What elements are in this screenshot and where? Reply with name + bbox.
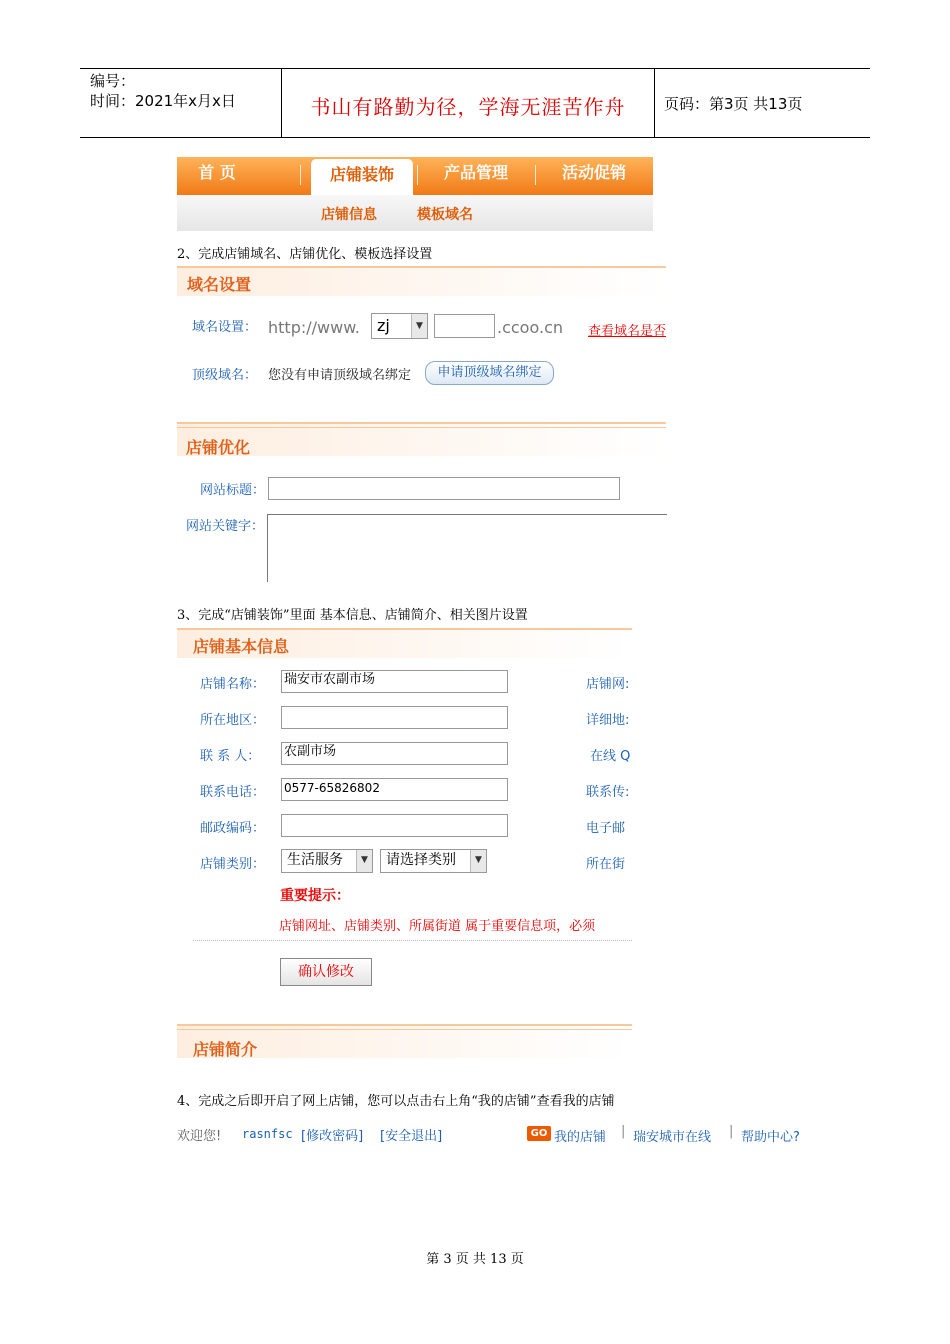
link-separator: | <box>621 1124 626 1139</box>
check-domain-link[interactable]: 查看域名是否 <box>588 324 666 339</box>
top-domain-label: 顶级域名： <box>192 368 258 383</box>
right-label-street: 所在街 <box>586 857 626 872</box>
field-label-phone: 联系电话： <box>200 785 266 800</box>
help-center-link[interactable]: 帮助中心? <box>741 1130 800 1145</box>
step-2-text: 2、完成店铺域名、店铺优化、模板选择设置 <box>177 247 433 262</box>
domain-region-value: zj <box>377 316 390 335</box>
main-nav <box>177 157 653 195</box>
site-keywords-textarea[interactable] <box>267 514 667 582</box>
right-label-fax: 联系传: <box>586 785 630 800</box>
contact-input[interactable]: 农副市场 <box>281 742 508 765</box>
field-label-contact: 联 系 人： <box>200 749 261 764</box>
optimize-section-header <box>177 422 666 456</box>
city-online-link[interactable]: 瑞安城市在线 <box>633 1130 712 1145</box>
subtab-shop-info[interactable]: 店铺信息 <box>321 207 377 223</box>
chevron-down-icon: ▼ <box>356 850 372 872</box>
section-top-bar <box>177 1024 632 1026</box>
domain-suffix: .ccoo.cn <box>497 318 563 337</box>
region-input[interactable] <box>281 706 508 729</box>
code-label: 编号： <box>90 72 136 90</box>
field-label-region: 所在地区： <box>200 713 266 728</box>
section-top-bar <box>177 1029 632 1030</box>
optimize-section-title: 店铺优化 <box>186 438 251 457</box>
go-badge-icon: GO <box>527 1126 551 1141</box>
username[interactable]: rasnfsc <box>242 1127 293 1141</box>
chevron-down-icon: ▼ <box>470 850 486 872</box>
site-title-input[interactable] <box>268 477 620 500</box>
right-label-address: 详细地: <box>586 713 630 728</box>
chevron-down-icon: ▼ <box>411 314 427 338</box>
nav-separator <box>300 165 301 185</box>
domain-label: 域名设置： <box>192 320 258 335</box>
category-select-sub[interactable] <box>380 849 487 873</box>
change-password-link[interactable]: [修改密码] <box>301 1129 364 1144</box>
basic-info-section-title: 店铺基本信息 <box>193 637 290 656</box>
header-divider <box>654 69 655 137</box>
important-notice-title: 重要提示： <box>280 888 350 904</box>
shop-name-input[interactable]: 瑞安市农副市场 <box>281 670 508 693</box>
section-top-bar <box>177 266 666 268</box>
subtab-template-domain[interactable]: 模板域名 <box>417 207 473 223</box>
step-4-text: 4、完成之后即开启了网上店铺，您可以点击右上角“我的店铺”查看我的店铺 <box>177 1094 615 1109</box>
important-notice-text: 店铺网址、店铺类别、所属街道 属于重要信息项，必须 <box>279 919 596 934</box>
tab-product-management[interactable]: 产品管理 <box>443 163 508 182</box>
intro-section-title: 店铺简介 <box>193 1040 258 1059</box>
domain-region-select[interactable] <box>371 313 428 339</box>
section-top-bar <box>177 422 666 424</box>
time-label: 时间：2021年x月x日 <box>90 92 236 110</box>
nav-separator <box>535 165 536 185</box>
logout-link[interactable]: [安全退出] <box>380 1129 443 1144</box>
welcome-text: 欢迎您! <box>177 1129 222 1144</box>
field-label-postcode: 邮政编码： <box>200 821 266 836</box>
step-3-text: 3、完成“店铺装饰”里面 基本信息、店铺简介、相关图片设置 <box>177 608 528 623</box>
sub-nav <box>177 195 653 231</box>
domain-section-title: 域名设置 <box>187 275 252 294</box>
tab-home[interactable]: 首 页 <box>198 163 236 182</box>
right-label-online-qq: 在线 Q <box>590 749 631 764</box>
header-page-info: 页码：第3页 共13页 <box>664 95 803 113</box>
nav-separator <box>417 165 418 185</box>
category-select-sub-value: 请选择类别 <box>386 852 456 868</box>
tab-promotions[interactable]: 活动促销 <box>561 163 626 182</box>
document-header <box>80 68 870 138</box>
apply-top-domain-button[interactable]: 申请顶级域名绑定 <box>425 361 554 385</box>
header-left <box>90 71 236 111</box>
page-footer: 第 3 页 共 13 页 <box>426 1252 524 1267</box>
header-motto: 书山有路勤为径，学海无涯苦作舟 <box>310 95 626 119</box>
my-shop-link[interactable]: 我的店铺 <box>554 1130 607 1145</box>
top-domain-text: 您没有申请顶级域名绑定 <box>268 368 412 383</box>
tab-shop-decoration[interactable]: 店铺装饰 <box>311 159 413 195</box>
site-title-label: 网站标题： <box>200 483 266 498</box>
field-label-shop-name: 店铺名称： <box>200 677 266 692</box>
category-select-main[interactable] <box>281 849 373 873</box>
section-top-bar <box>177 628 632 630</box>
dotted-divider <box>193 940 632 941</box>
confirm-edit-button[interactable]: 确认修改 <box>280 958 372 986</box>
domain-input[interactable] <box>434 314 495 338</box>
domain-prefix: http://www. <box>268 318 360 337</box>
category-select-main-value: 生活服务 <box>287 852 343 868</box>
phone-input[interactable]: 0577-65826802 <box>281 778 508 801</box>
right-label-email: 电子邮 <box>586 821 626 836</box>
section-top-bar <box>177 427 666 428</box>
right-label-shop-url: 店铺网: <box>586 677 630 692</box>
postcode-input[interactable] <box>281 814 508 837</box>
site-keywords-label: 网站关键字： <box>186 519 265 534</box>
link-separator: | <box>729 1124 734 1139</box>
field-label-category: 店铺类别： <box>200 857 266 872</box>
